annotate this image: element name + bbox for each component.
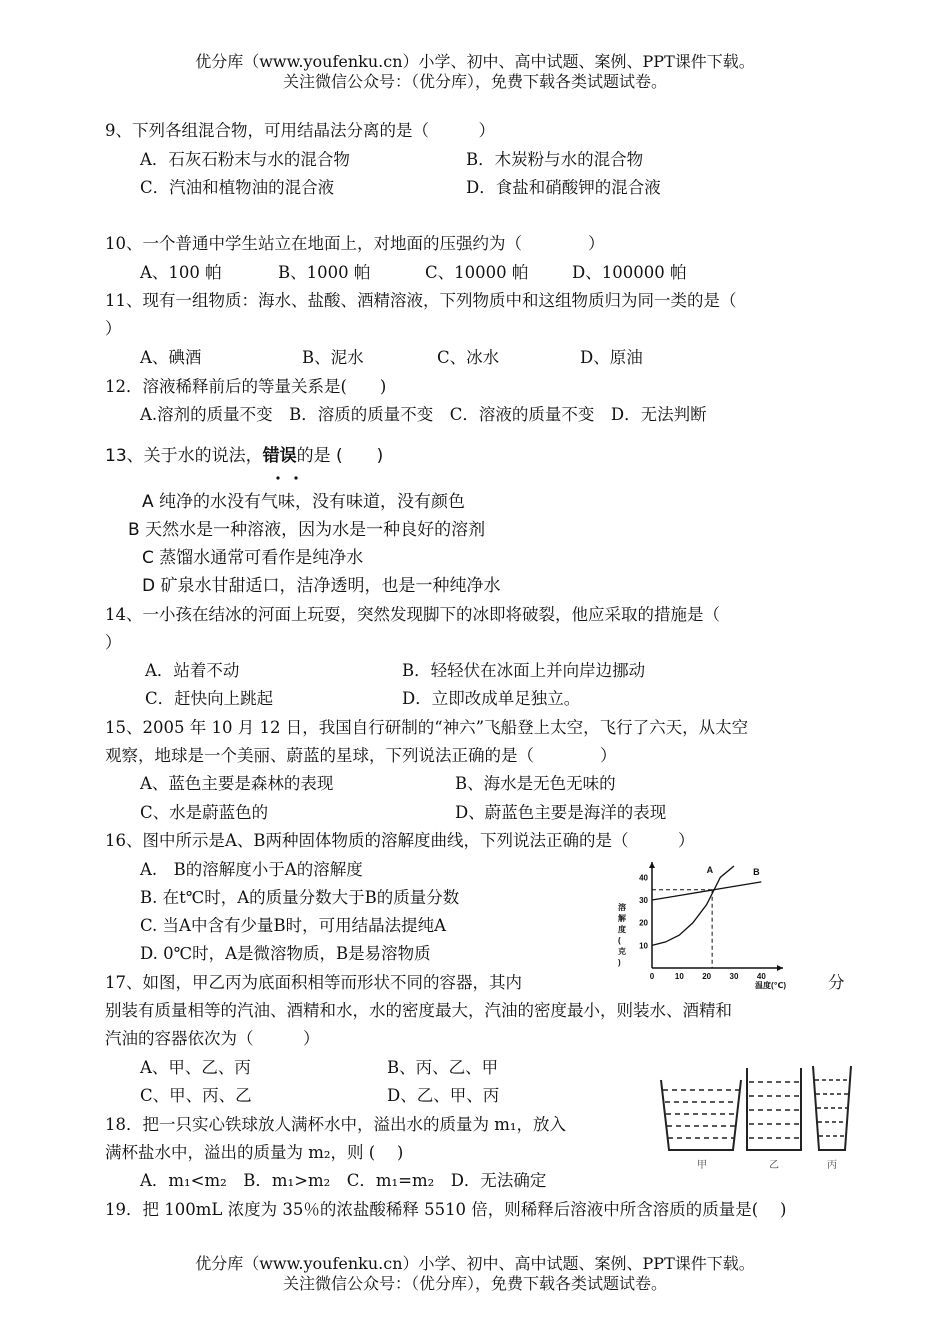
y-tick-label: 30 [639, 896, 648, 905]
x-tick-label: 0 [649, 972, 655, 981]
emphasis-dots [270, 466, 310, 472]
q9-option-c: C．汽油和植物油的混合液 [140, 178, 335, 197]
q16-option-a: A. B的溶解度小于A的溶解度 [140, 860, 363, 879]
q15-stem: 15、2005 年 10 月 12 日，我国自行研制的“神六”飞船登上太空，飞行了六天，从太空 [105, 718, 749, 737]
x-tick-label: 40 [756, 972, 766, 981]
q18-options: A．m₁<m₂ B．m₁>m₂ C．m₁=m₂ D．无法确定 [140, 1171, 547, 1190]
y-axis-label-char: 克 [618, 947, 626, 956]
q10-stem: 10、一个普通中学生站立在地面上，对地面的压强约为（ ） [105, 234, 605, 253]
q19-stem: 19．把 100mL 浓度为 35％的浓盐酸稀释 5510 倍，则稀释后溶液中所含溶质的质量是( ) [105, 1200, 787, 1219]
series-B-label: B [753, 867, 760, 878]
y-axis-label-char: 度 [618, 925, 626, 934]
q10-option-c: C、10000 帕 [425, 263, 529, 282]
y-axis-label-char: 溶 [618, 903, 626, 912]
q17-option-a: A、甲、乙、丙 [140, 1058, 251, 1077]
container-label-bing: 丙 [827, 1160, 837, 1171]
series-A-curve [652, 866, 734, 945]
x-tick-label: 10 [674, 972, 684, 981]
q13-option-b: B 天然水是一种溶液，因为水是一种良好的溶剂 [128, 520, 486, 540]
q11-option-a: A、碘酒 [140, 348, 202, 367]
liquid-yi [749, 1082, 799, 1138]
q15-option-b: B、海水是无色无味的 [455, 774, 616, 793]
q16-option-b: B. 在t℃时，A的质量分数大于B的质量分数 [140, 888, 460, 907]
q15-option-d: D、蔚蓝色主要是海洋的表现 [455, 803, 667, 822]
y-tick-label: 40 [639, 873, 648, 883]
q14-option-b: B．轻轻伏在冰面上并向岸边挪动 [402, 661, 646, 680]
x-axis-arrow [777, 965, 783, 971]
q13-option-d: D 矿泉水甘甜适口，洁净透明，也是一种纯净水 [142, 576, 501, 596]
q12-stem: 12．溶液稀释前后的等量关系是( ) [105, 377, 387, 396]
q17-stem-3: 汽油的容器依次为（ ） [105, 1029, 320, 1048]
q17-option-b: B、丙、乙、甲 [387, 1058, 499, 1077]
chart-axes [649, 862, 783, 971]
q10-option-b: B、1000 帕 [278, 263, 371, 282]
q13-emphasis: 错误 [262, 446, 297, 466]
q11-option-c: C、冰水 [437, 348, 500, 367]
q15-option-a: A、蓝色主要是森林的表现 [140, 774, 334, 793]
q18-stem-2: 满杯盐水中，溢出的质量为 m₂，则 ( ) [105, 1143, 404, 1162]
liquid-bing [815, 1080, 849, 1136]
q11-option-d: D、原油 [580, 348, 643, 367]
q17-option-c: C、甲、丙、乙 [140, 1086, 252, 1105]
q17-option-d: D、乙、甲、丙 [387, 1086, 500, 1105]
y-axis-label-char: ( [618, 936, 621, 945]
q15-option-c: C、水是蔚蓝色的 [140, 803, 269, 822]
q17-stem: 17、如图，甲乙丙为底面积相等而形状不同的容器，其内 [105, 973, 522, 992]
series-A-label: A [706, 864, 714, 875]
y-axis-label-char: ) [618, 958, 621, 967]
container-label-yi: 乙 [769, 1160, 779, 1171]
q14-stem: 14、一小孩在结冰的河面上玩耍，突然发现脚下的冰即将破裂，他应采取的措施是（ [105, 605, 720, 624]
q9-stem: 9、下列各组混合物，可用结晶法分离的是（ ） [105, 121, 495, 140]
series-B-curve [652, 882, 761, 900]
q9-option-b: B．木炭粉与水的混合物 [466, 150, 644, 169]
q9-option-a: A．石灰石粉末与水的混合物 [140, 150, 350, 169]
q18-stem: 18．把一只实心铁球放人满杯水中，溢出水的质量为 m₁，放入 [105, 1115, 567, 1134]
liquid-jia [663, 1090, 739, 1138]
q15-stem-2: 观察，地球是一个美丽、蔚蓝的星球，下列说法正确的是（ ） [105, 746, 617, 765]
footer-line-2: 关注微信公众号：（优分库），免费下载各类试题试卷。 [282, 1274, 667, 1293]
chart-series [652, 866, 761, 968]
y-tick-label: 10 [639, 941, 648, 951]
header-line-2: 关注微信公众号：（优分库），免费下载各类试题试卷。 [282, 72, 667, 91]
q14-option-c: C．赶快向上跳起 [145, 689, 274, 708]
q12-options: A.溶剂的质量不变 B．溶质的质量不变 C．溶液的质量不变 D．无法判断 [140, 405, 707, 424]
q14-option-a: A．站着不动 [145, 661, 240, 680]
q10-option-a: A、100 帕 [140, 263, 222, 282]
q16-option-c: C. 当A中含有少量B时，可用结晶法提纯A [140, 916, 446, 935]
q10-option-d: D、100000 帕 [572, 263, 687, 282]
q13-option-c: C 蒸馏水通常可看作是纯净水 [142, 548, 364, 568]
q11-stem-close: ） [105, 319, 122, 338]
header-line-1: 优分库（www.youfenku.cn）小学、初中、高中试题、案例、PPT课件下载。 [195, 52, 755, 71]
q16-stem: 16、图中所示是A、B两种固体物质的溶解度曲线，下列说法正确的是（ ） [105, 831, 695, 850]
y-axis-label-char: 解 [618, 914, 626, 923]
solubility-chart [610, 858, 800, 990]
footer-line-1: 优分库（www.youfenku.cn）小学、初中、高中试题、案例、PPT课件下载。 [195, 1254, 755, 1273]
q17-stem-2: 别装有质量相等的汽油、酒精和水，水的密度最大，汽油的密度最小，则装水、酒精和 [105, 1001, 732, 1020]
q17-stem-tail: 分 [828, 973, 845, 992]
q14-stem-close: ） [105, 633, 122, 652]
containers-figure [655, 1062, 855, 1174]
q14-option-d: D．立即改成单足独立。 [402, 689, 581, 708]
q11-option-b: B、泥水 [302, 348, 364, 367]
q16-option-d: D. 0℃时，A是微溶物质，B是易溶物质 [140, 944, 431, 963]
q13-stem: 13、关于水的说法，错误的是 ( ) [105, 446, 384, 466]
x-axis-label: 温度(℃) [755, 981, 787, 990]
x-tick-label: 20 [702, 972, 712, 981]
q13-option-a: A 纯净的水没有气味，没有味道，没有颜色 [142, 492, 466, 512]
q11-stem: 11、现有一组物质：海水、盐酸、酒精溶液，下列物质中和这组物质归为同一类的是（ [105, 291, 737, 310]
x-tick-label: 30 [729, 972, 739, 981]
y-tick-label: 20 [639, 918, 648, 928]
container-label-jia: 甲 [697, 1160, 707, 1171]
container-yi [747, 1068, 801, 1150]
y-axis-arrow [649, 862, 655, 868]
q9-option-d: D．食盐和硝酸钾的混合液 [466, 178, 661, 197]
